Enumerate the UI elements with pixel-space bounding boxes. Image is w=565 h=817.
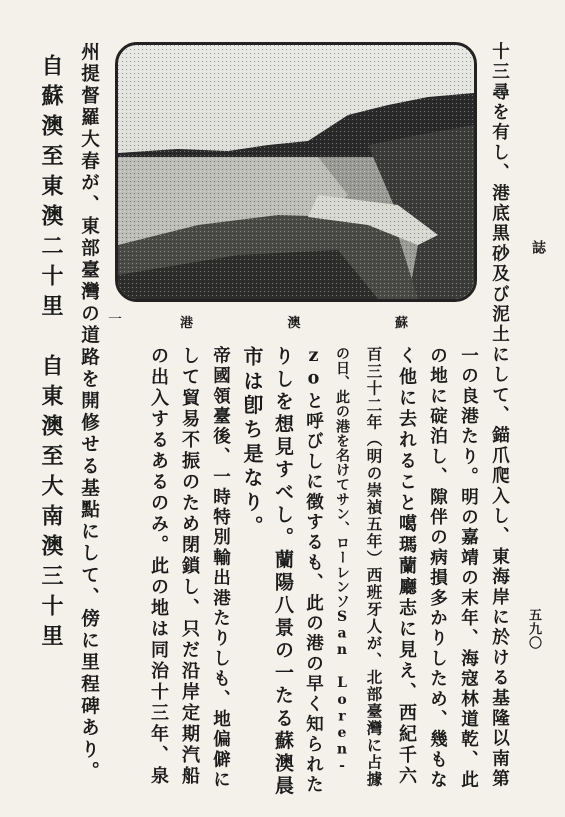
running-header-mark: 誌 xyxy=(530,240,546,254)
text-column-7: zoと呼びしに徴するも、此の港の早く知られた xyxy=(303,346,324,796)
text-column-1: 十三尋を有し、港底黒砂及び泥土にして、錨爪爬入し、東海岸に於ける基隆以南第 xyxy=(489,42,510,790)
text-column-4: く他に去れること噶瑪蘭廳志に見え、西紀千六 xyxy=(396,346,417,787)
harbor-photo-image xyxy=(118,45,474,299)
text-column-10: 帝國領臺後、一時特別輸出港たりしも、地偏僻に xyxy=(210,346,231,791)
photo-caption xyxy=(180,311,410,331)
harbor-photograph xyxy=(115,42,477,302)
text-column-9: 市は卽ち是なり。 xyxy=(240,346,264,540)
page-number: 五九〇 xyxy=(526,608,541,650)
caption-char-2: 澳 xyxy=(287,315,303,331)
text-column-3: の地に碇泊し、隙伴の病損多かりしため、幾もな xyxy=(427,346,448,791)
text-column-8: りしを想見すべし。蘭陽八景の一たる蘇澳晨 xyxy=(272,346,294,798)
text-column-11: して貿易不振のため閉鎖し、只だ沿岸定期汽船 xyxy=(179,346,200,787)
text-column-13: 州提督羅大春が、東部臺灣の道路を開修せる基點にして、傍に里程碑あり。 xyxy=(78,42,100,784)
caption-char-1: 蘇 xyxy=(394,315,410,331)
text-column-2: 一の良港たり。明の嘉靖の末年、海寇林道乾、此 xyxy=(458,346,479,791)
text-column-12: の出入するあるのみ。此の地は同治十三年、泉 xyxy=(148,346,169,787)
text-column-5: 百三十二年（明の崇禎五年）西班牙人が、北部臺灣に占據 xyxy=(364,346,384,788)
caption-char-3: 港 xyxy=(180,315,196,331)
distance-note: 自蘇澳至東澳二十里 自東澳至大南澳三十里 xyxy=(38,54,64,654)
photo-caption-number: 一 xyxy=(108,312,122,328)
text-column-6: の日、此の港を名けてサン、ローレンソSan Loren- xyxy=(334,346,350,775)
